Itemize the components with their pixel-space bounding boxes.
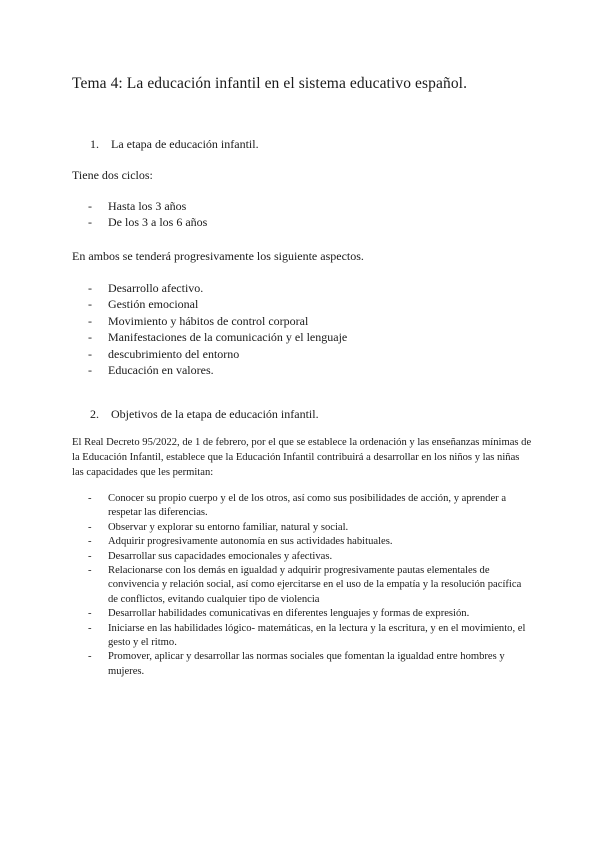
dash-bullet: - — [88, 281, 92, 295]
section-1-heading — [90, 137, 259, 152]
list-item: - Movimiento y hábitos de control corporal — [88, 313, 309, 328]
section-2-number: 2. — [90, 407, 99, 421]
dash-bullet: - — [88, 313, 92, 328]
list-item: - Observar y explorar su entorno familiar, natural y social. — [88, 521, 532, 535]
list-item: - Iniciarse en las habilidades lógico- matemáticas, en la lectura y la escritura, y en el movimiento, el gesto y el ritmo. — [88, 622, 526, 649]
dash-bullet: - — [88, 536, 92, 548]
document-title: Tema 4: La educación infantil en el sistema educativo español. — [72, 75, 468, 92]
dash-bullet: - — [88, 651, 92, 663]
cycles-list — [88, 198, 207, 231]
dash-bullet: - — [88, 493, 92, 504]
list-item: - Hasta los 3 años — [88, 199, 187, 213]
section-2-heading — [90, 407, 319, 422]
dash-bullet: - — [88, 346, 92, 361]
section-2-heading-text: Objetivos de la etapa de educación infantil. — [111, 407, 319, 421]
dash-bullet: - — [88, 521, 92, 533]
objectives-list — [88, 492, 532, 679]
list-item: - Adquirir progresivamente autonomía en sus actividades habituales. — [88, 535, 532, 549]
list-item: - Manifestaciones de la comunicación y el lenguaje — [88, 330, 348, 345]
dash-bullet: - — [88, 362, 92, 377]
dash-bullet: - — [88, 330, 92, 345]
aspects-list — [88, 280, 347, 378]
list-item: - Desarrollar sus capacidades emocionales y afectivas. — [88, 550, 532, 564]
section-1-number: 1. — [90, 137, 99, 151]
list-item: - descubrimiento del entorno — [88, 346, 240, 361]
dash-bullet: - — [88, 622, 92, 634]
list-item: - Desarrollo afectivo. — [88, 281, 204, 295]
aspects-intro: En ambos se tenderá progresivamente los siguiente aspectos. — [72, 249, 364, 263]
dash-bullet: - — [88, 565, 92, 577]
list-item: - De los 3 a los 6 años — [88, 215, 208, 230]
dash-bullet: - — [88, 550, 92, 562]
decree-paragraph: El Real Decreto 95/2022, de 1 de febrero, por el que se establece la ordenación y las enseñanzas mínimas de la Educación Infantil, establece que la Educación Infantil contribuirá a desarrollar en los niños y las niñas las capacidades que les permitan: — [72, 437, 532, 478]
list-item: - Gestión emocional — [88, 297, 199, 312]
list-item: - Conocer su propio cuerpo y el de los otros, así como sus posibilidades de acción, y aprender a respetar las diferencias. — [88, 493, 507, 519]
list-item: - Promover, aplicar y desarrollar las normas sociales que fomentan la igualdad entre hombres y mujeres. — [88, 651, 505, 677]
dash-bullet: - — [88, 297, 92, 312]
list-item: - Relacionarse con los demás en igualdad y adquirir progresivamente pautas elementales de convivencia y relación social, así como ejercitarse en el uso de la empatía y la resolución pacífica de conflictos, evitando cualquier tipo de violencia — [88, 565, 522, 605]
list-item: - Desarrollar habilidades comunicativas en diferentes lenguajes y formas de expresión. — [88, 607, 532, 621]
dash-bullet: - — [88, 215, 92, 230]
cycles-intro: Tiene dos ciclos: — [72, 168, 153, 182]
list-item: - Educación en valores. — [88, 362, 214, 377]
dash-bullet: - — [88, 199, 92, 213]
dash-bullet: - — [88, 608, 92, 620]
section-1-heading-text: La etapa de educación infantil. — [111, 137, 259, 151]
